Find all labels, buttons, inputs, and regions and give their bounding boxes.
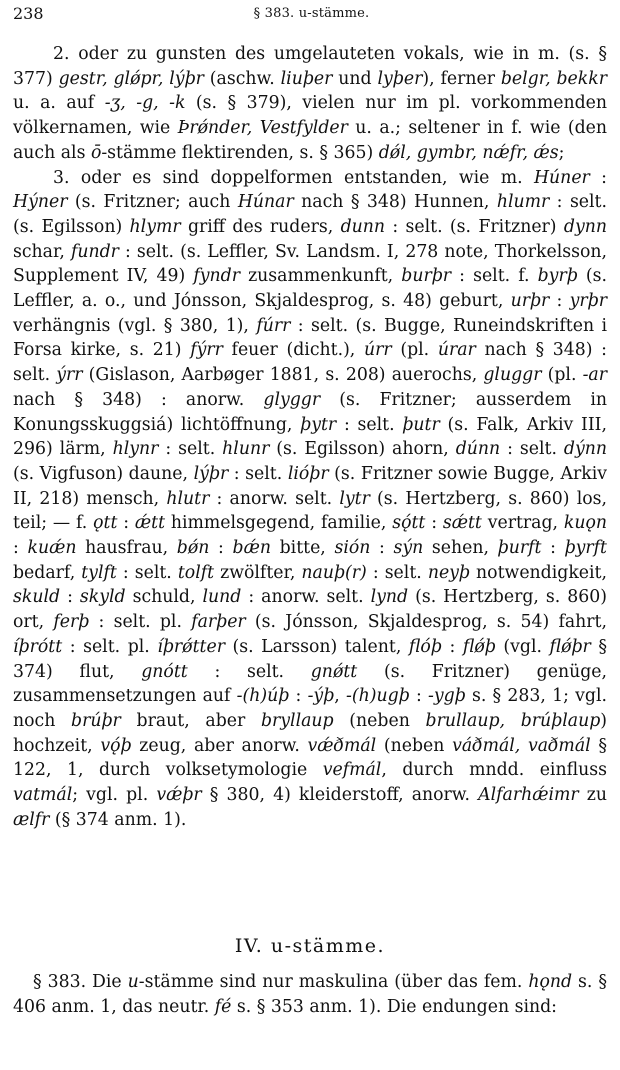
running-title: § 383. u-stämme. [253, 6, 370, 21]
main-text [13, 42, 607, 833]
section-heading: IV. u-stämme. [234, 935, 386, 957]
page-header [13, 4, 610, 26]
page-number: 238 [13, 4, 44, 23]
section-paragraph: § 383. Die u-stämme sind nur maskulina (über das fem. hǫnd s. § 406 anm. 1, das neutr. fé s. § 353 anm. 1). Die endungen sind: [13, 972, 607, 1017]
paragraph-2: 2. oder zu gunsten des umgelauteten vokals, wie in m. (s. § 377) gestr, glǿpr, lýþr (aschw. liuþer und lyþer), ferner belgr, bekkr u. a. auf -ʒ, -g, -k (s. § 379), vielen nur im pl. vorkommenden völkernamen, wie Þrǿnder, Vestfylder u. a.; seltener in f. wie (den auch als ō-stämme flektirenden, s. § 365) dǿl, gymbr, nǽfr, ǽs; [13, 44, 608, 163]
paragraph-3: 3. oder es sind doppelformen entstanden, wie m. Húner : Hýner (s. Fritzner; auch Húnar nach § 348) Hunnen, hlumr : selt. (s. Egilsson) hlymr griff des ruders, dunn : selt. (s. Fritzner) dynn schar, fundr : selt. (s. Leffler, Sv. Landsm. I, 278 note, Thorkelsson, Supplement IV, 49) fyndr zusammenkunft, burþr : selt. f. byrþ (s. Leffler, a. o., und Jónsson, Skjaldesprog, s. 48) geburt, urþr : yrþr verhängnis (vgl. § 380, 1), fúrr : selt. (s. Bugge, Runeindskriften i Forsa kirke, s. 21) fýrr feuer (dicht.), úrr (pl. úrar nach § 348) : selt. ýrr (Gislason, Aarbøger 1881, s. 208) auerochs, gluggr (pl. -ar nach § 348) : anorw. glyggr (s. Fritzner; ausserdem in Konungsskuggsiá) lichtöffnung, þytr : selt. þutr (s. Falk, Arkiv III, 296) lärm, hlynr : selt. hlunr (s. Egilsson) ahorn, dúnn : selt. dýnn (s. Vigfuson) daune, lýþr : selt. lióþr (s. Fritzner sowie Bugge, Arkiv II, 218) mensch, hlutr : anorw. selt. lytr (s. Hertzberg, s. 860) los, teil; — f. ǫtt : ǽtt himmelsgegend, familie, sǫ́tt : sǽtt vertrag, kuǫn : kuǽn hausfrau, bǿn : bǽn bitte, sión : sýn sehen, þurft : þyrft bedarf, tylft : selt. tolft zwölfter, nauþ(r) : selt. neyþ notwendigkeit, skuld : skyld schuld, lund : anorw. selt. lynd (s. Hertzberg, s. 860) ort, ferþ : selt. pl. farþer (s. Jónsson, Skjaldesprog, s. 54) fahrt, íþrótt : selt. pl. íþrǿtter (s. Larsson) talent, flóþ : flǿþ (vgl. flǿþr § 374) flut, gnótt : selt. gnǿtt (s. Fritzner) genüge, zusammensetzungen auf -(h)úþ : -ýþ, -(h)ugþ : -ygþ s. § 283, 1; vgl. noch brúþr braut, aber bryllaup (neben brullaup, brúþlaup) hochzeit, vǫ́þ zeug, aber anorw. vǽðmál (neben váðmál, vaðmál § 122, 1, durch volksetymologie vefmál, durch mndd. einfluss vatmál; vgl. pl. vǽþr § 380, 4) kleiderstoff, anorw. Alfarhǽimr zu ælfr (§ 374 anm. 1). [13, 167, 608, 830]
section-body [13, 970, 607, 1019]
